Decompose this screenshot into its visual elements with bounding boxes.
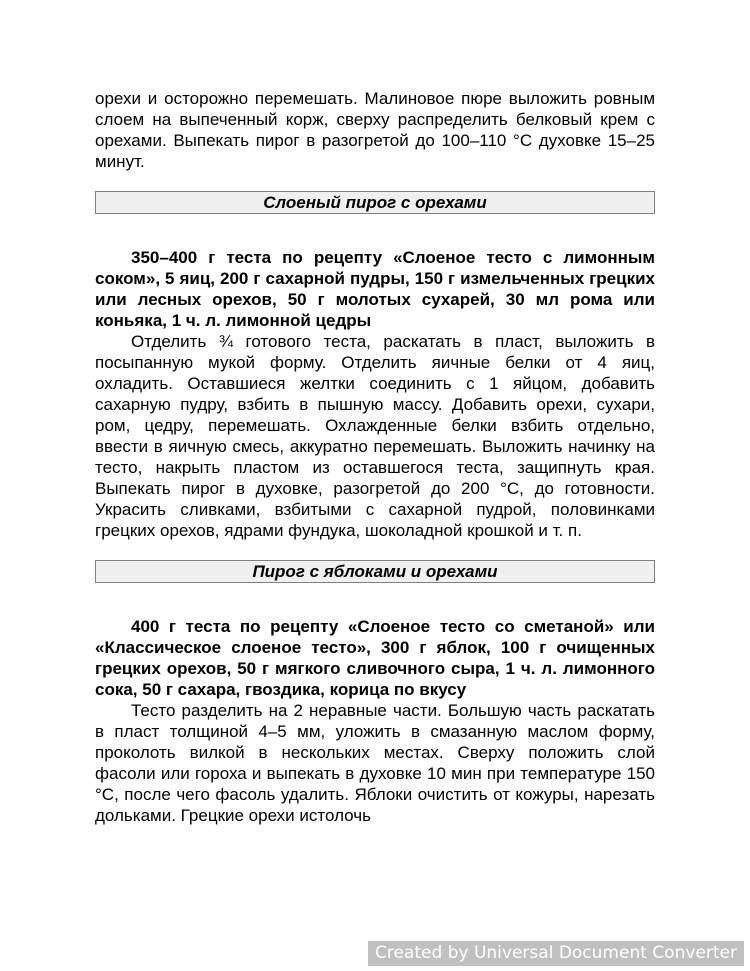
document-page — [95, 88, 655, 826]
recipe-ingredients: 400 г теста по рецепту «Слоеное тесто со сметаной» или «Классическое слоеное тесто», 300 г яблок, 100 г очищенных грецких орехов, 50 г мягкого сливочного сыра, 1 ч. л. лимонного сока, 50 г сахара, гвоздика, корица по вкусу — [95, 617, 655, 699]
recipe-title: Слоеный пирог с орехами — [95, 191, 655, 214]
recipe-ingredients: 350–400 г теста по рецепту «Слоеное тесто с лимонным соком», 5 яиц, 200 г сахарной пудры, 150 г измельченных грецких или лесных орехов, 50 г молотых сухарей, 30 мл рома или коньяка, 1 ч. л. лимонной цедры — [95, 248, 655, 330]
converter-watermark: Created by Universal Document Converter — [368, 941, 744, 966]
intro-paragraph: орехи и осторожно перемешать. Малиновое пюре выложить ровным слоем на выпеченный корж, сверху распределить белковый крем с орехами. Выпекать пирог в разогретой до 100–110 °С духовке 15–25 минут. — [95, 89, 655, 171]
recipe-instructions: Тесто разделить на 2 неравные части. Большую часть раскатать в пласт толщиной 4–5 мм, уложить в смазанную маслом форму, проколоть вилкой в нескольких местах. Сверху положить слой фасоли или гороха и выпекать в духовке 10 мин при температуре 150 °С, после чего фасоль удалить. Яблоки очистить от кожуры, нарезать дольками. Грецкие орехи истолочь — [95, 701, 655, 825]
recipe-instructions: Отделить ¾ готового теста, раскатать в пласт, выложить в посыпанную мукой форму. Отделить яичные белки от 4 яиц, охладить. Оставшиеся желтки соединить с 1 яйцом, добавить сахарную пудру, взбить в пышную массу. Добавить орехи, сухари, ром, цедру, перемешать. Охлажденные белки взбить отдельно, ввести в яичную смесь, аккуратно перемешать. Выложить начинку на тесто, накрыть пластом из оставшегося теста, защипнуть края. Выпекать пирог в духовке, разогретой до 200 °С, до готовности. Украсить сливками, взбитыми с сахарной пудрой, половинками грецких орехов, ядрами фундука, шоколадной крошкой и т. п. — [95, 332, 655, 540]
recipe-title: Пирог с яблоками и орехами — [95, 560, 655, 583]
